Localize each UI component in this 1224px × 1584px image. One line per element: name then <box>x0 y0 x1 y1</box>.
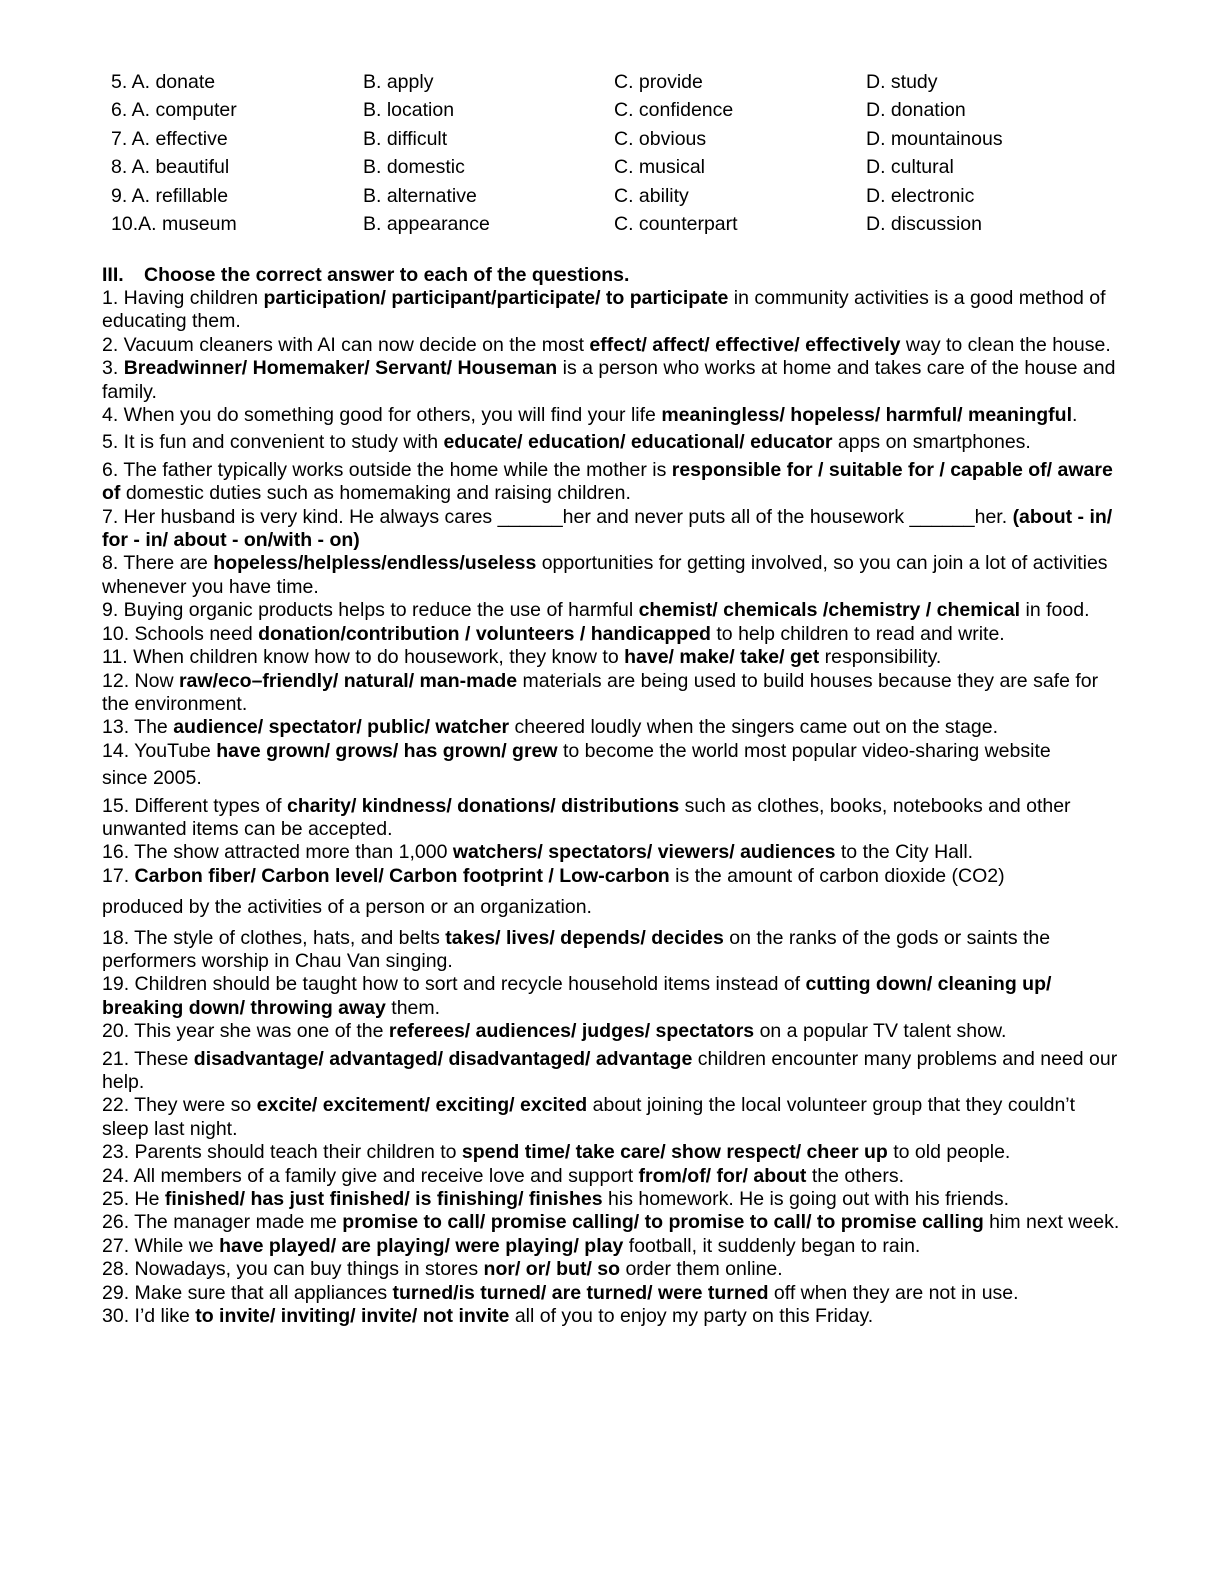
question-item <box>102 357 1122 404</box>
question-item <box>102 1211 1122 1234</box>
question-text: Now <box>129 669 179 692</box>
question-text-end: to help children to read and write. <box>710 622 1005 645</box>
question-number: 15. <box>102 794 130 817</box>
answer-choices: donation/contribution / volunteers / handicapped <box>258 622 711 645</box>
question-text: Schools need <box>129 622 259 645</box>
question-text-end: on the ranks of the gods or saints the performers worship in Chau Van singing. <box>102 926 1051 972</box>
question-text-continued: produced by the activities of a person or an organization. <box>102 896 592 919</box>
question-text: Her husband is very kind. He always cares ______her and never puts all of the housework ______her. <box>118 505 1013 528</box>
option-c: C. confidence <box>614 99 734 122</box>
question-text: Make sure that all appliances <box>129 1281 393 1304</box>
answer-choices: raw/eco–friendly/ natural/ man-made <box>178 669 518 692</box>
answer-choices: chemist/ chemicals /chemistry / chemical <box>638 599 1021 622</box>
question-text-end: all of you to enjoy my party on this Friday. <box>509 1305 874 1328</box>
question-text-end: them. <box>385 996 441 1019</box>
question-number: 21. <box>102 1047 130 1070</box>
question-item <box>102 670 1122 717</box>
answer-choices: (about - in/ for - in/ about - on/with - on) <box>102 505 1113 552</box>
option-c: C. ability <box>614 184 689 207</box>
question-number: 19. <box>102 973 130 996</box>
answer-choices: nor/ or/ but/ so <box>483 1258 621 1281</box>
question-text: YouTube <box>129 739 217 762</box>
question-item <box>102 404 1122 427</box>
question-text-end: materials are being used to build houses because they are safe for the environment. <box>102 669 1099 715</box>
answer-choices: cutting down/ cleaning up/ breaking down/ throwing away <box>102 973 1052 1019</box>
question-text-end: on a popular TV talent show. <box>754 1020 1007 1043</box>
section-heading <box>102 263 629 287</box>
answer-choices: excite/ excitement/ exciting/ excited <box>256 1094 588 1117</box>
question-item <box>102 552 1122 599</box>
answer-choices: promise to call/ promise calling/ to promise to call/ to promise calling <box>342 1211 984 1234</box>
question-number: 12. <box>102 669 130 692</box>
answer-choices: watchers/ spectators/ viewers/ audiences <box>452 841 836 864</box>
section-title: Choose the correct answer to each of the questions. <box>144 264 630 286</box>
question-item <box>102 795 1122 842</box>
question-item <box>102 1188 1122 1211</box>
question-text: I’d like <box>129 1305 196 1328</box>
option-c: C. obvious <box>614 127 707 150</box>
question-text: These <box>129 1047 194 1070</box>
question-item <box>102 973 1122 1020</box>
question-text: Different types of <box>129 794 287 817</box>
answer-choices: disadvantage/ advantaged/ disadvantaged/ advantage <box>193 1047 693 1070</box>
question-item <box>102 599 1122 622</box>
question-number: 18. <box>102 926 130 949</box>
question-item <box>102 841 1122 864</box>
question-text-end: order them online. <box>620 1258 783 1281</box>
question-item <box>102 646 1122 669</box>
question-item <box>102 865 1122 920</box>
question-text-end: about joining the local volunteer group that they couldn’t sleep last night. <box>102 1094 1076 1140</box>
question-text: There are <box>118 552 214 575</box>
question-text: It is fun and convenient to study with <box>118 431 444 454</box>
question-number: 9. <box>102 599 119 622</box>
question-number: 6. <box>102 458 119 481</box>
question-list <box>102 287 1122 1328</box>
answer-choices: effect/ affect/ effective/ effectively <box>589 333 901 356</box>
option-c: C. musical <box>614 156 706 179</box>
question-number: 10. <box>102 622 130 645</box>
question-number: 26. <box>102 1211 130 1234</box>
question-item <box>102 623 1122 646</box>
answer-choices: turned/is turned/ are turned/ were turned <box>392 1281 769 1304</box>
question-item <box>102 459 1122 506</box>
question-text: Children should be taught how to sort and recycle household items instead of <box>129 973 806 996</box>
question-text: The <box>129 716 174 739</box>
question-item <box>102 1048 1122 1095</box>
answer-choices: educate/ education/ educational/ educator <box>443 431 833 454</box>
question-number: 1. <box>102 287 119 309</box>
option-a: 6. A. computer <box>111 99 237 122</box>
question-text: He <box>129 1188 165 1211</box>
section-number: III. <box>102 264 124 286</box>
question-text: All members of a family give and receive love and support <box>129 1164 639 1187</box>
question-number: 28. <box>102 1258 130 1281</box>
answer-choices: charity/ kindness/ donations/ distributions <box>287 794 680 817</box>
question-text: They were so <box>129 1094 257 1117</box>
question-item <box>102 1282 1122 1305</box>
question-text-end: children encounter many problems and need our help. <box>102 1047 1118 1093</box>
question-number: 4. <box>102 404 119 427</box>
question-text-end: apps on smartphones. <box>832 431 1031 454</box>
answer-choices: Carbon fiber/ Carbon level/ Carbon footprint / Low-carbon <box>134 864 670 887</box>
option-a: 7. A. effective <box>111 127 228 150</box>
question-text-end: the others. <box>806 1164 904 1187</box>
option-d: D. donation <box>866 99 966 122</box>
question-number: 13. <box>102 716 130 739</box>
option-d: D. cultural <box>866 156 954 179</box>
question-text: Nowadays, you can buy things in stores <box>129 1258 484 1281</box>
question-number: 22. <box>102 1094 130 1117</box>
question-number: 3. <box>102 357 119 380</box>
question-text-end: opportunities for getting involved, so you can join a lot of activities whenever you have time. <box>102 552 1108 598</box>
option-d: D. mountainous <box>866 127 1003 150</box>
question-text-end: . <box>1072 404 1078 427</box>
option-b: B. alternative <box>363 184 477 207</box>
question-number: 11. <box>102 646 128 669</box>
option-d: D. study <box>866 71 938 93</box>
question-item <box>102 740 1122 791</box>
question-text: When you do something good for others, you will find your life <box>118 404 662 427</box>
answer-choices: finished/ has just finished/ is finishing/ finishes <box>164 1188 603 1211</box>
option-a: 10.A. museum <box>111 212 237 235</box>
question-text: Buying organic products helps to reduce the use of harmful <box>118 599 639 622</box>
question-text: The show attracted more than 1,000 <box>129 841 453 864</box>
answer-choices: meaningless/ hopeless/ harmful/ meaningful <box>661 404 1072 427</box>
question-item <box>102 1165 1122 1188</box>
question-item <box>102 716 1122 739</box>
question-item <box>102 1020 1122 1043</box>
question-text-end: such as clothes, books, notebooks and other unwanted items can be accepted. <box>102 794 1071 840</box>
question-number: 30. <box>102 1305 130 1328</box>
answer-choices: takes/ lives/ depends/ decides <box>445 926 724 949</box>
answer-choices: Breadwinner/ Homemaker/ Servant/ Houseman <box>123 357 558 380</box>
question-text: Parents should teach their children to <box>129 1141 462 1164</box>
question-text-end: responsibility. <box>819 646 942 669</box>
question-item <box>102 334 1122 357</box>
answer-choices: from/of/ for/ about <box>638 1164 807 1187</box>
question-text: Having children <box>118 287 264 309</box>
question-number: 2. <box>102 333 119 356</box>
option-b: B. location <box>363 99 455 122</box>
question-text: When children know how to do housework, they know to <box>127 646 625 669</box>
question-text-end: his homework. He is going out with his friends. <box>602 1188 1010 1211</box>
question-text: The style of clothes, hats, and belts <box>129 926 446 949</box>
question-text-end: him next week. <box>983 1211 1120 1234</box>
question-text-end: to become the world most popular video-sharing website <box>557 739 1051 762</box>
answer-choices: have/ make/ take/ get <box>624 646 820 669</box>
option-d: D. electronic <box>866 184 975 207</box>
answer-choices: audience/ spectator/ public/ watcher <box>173 716 510 739</box>
question-number: 5. <box>102 431 119 454</box>
question-number: 17. <box>102 864 130 887</box>
question-number: 27. <box>102 1234 130 1257</box>
question-text-end: to the City Hall. <box>835 841 974 864</box>
answer-choices: referees/ audiences/ judges/ spectators <box>388 1020 755 1043</box>
question-item <box>102 431 1122 454</box>
question-text-end: way to clean the house. <box>900 333 1111 356</box>
question-text: This year she was one of the <box>129 1020 389 1043</box>
question-number: 14. <box>102 739 130 762</box>
question-item <box>102 1094 1122 1141</box>
answer-choices: have played/ are playing/ were playing/ play <box>219 1234 624 1257</box>
question-item <box>102 1235 1122 1258</box>
question-text-continued: since 2005. <box>102 767 202 790</box>
question-text: Vacuum cleaners with AI can now decide on the most <box>118 333 590 356</box>
option-a: 9. A. refillable <box>111 184 229 207</box>
option-a: 5. A. donate <box>111 71 216 93</box>
question-item <box>102 1305 1122 1328</box>
answer-choices: spend time/ take care/ show respect/ cheer up <box>461 1141 888 1164</box>
question-text-end: is a person who works at home and takes care of the house and family. <box>102 357 1116 403</box>
question-text: The father typically works outside the home while the mother is <box>118 458 672 481</box>
question-text-end: football, it suddenly began to rain. <box>623 1234 921 1257</box>
question-text-end: in community activities is a good method of educating them. <box>102 287 1106 333</box>
question-item <box>102 927 1122 974</box>
answer-choices: to invite/ inviting/ invite/ not invite <box>195 1305 510 1328</box>
question-item <box>102 1141 1122 1164</box>
option-b: B. apply <box>363 71 434 93</box>
question-text-end: domestic duties such as homemaking and raising children. <box>120 482 631 505</box>
option-d: D. discussion <box>866 212 982 235</box>
option-a: 8. A. beautiful <box>111 156 230 179</box>
option-c: C. counterpart <box>614 212 738 235</box>
answer-choices: hopeless/helpless/endless/useless <box>213 552 537 575</box>
question-text-end: to old people. <box>887 1141 1011 1164</box>
question-number: 24. <box>102 1164 130 1187</box>
option-b: B. difficult <box>363 127 448 150</box>
question-number: 23. <box>102 1141 130 1164</box>
question-number: 16. <box>102 841 130 864</box>
question-number: 25. <box>102 1188 130 1211</box>
question-text: The manager made me <box>129 1211 343 1234</box>
question-number: 8. <box>102 552 119 575</box>
answer-choices: have grown/ grows/ has grown/ grew <box>216 739 558 762</box>
question-text-end: off when they are not in use. <box>768 1281 1019 1304</box>
option-b: B. appearance <box>363 212 490 235</box>
question-item <box>102 506 1122 553</box>
question-text-end: is the amount of carbon dioxide (CO2) <box>669 864 1005 887</box>
question-text-end: cheered loudly when the singers came out on the stage. <box>509 716 999 739</box>
answer-choices: responsible for / suitable for / capable of/ aware of <box>102 458 1113 505</box>
option-b: B. domestic <box>363 156 465 179</box>
option-c: C. provide <box>614 71 703 93</box>
question-item <box>102 287 1122 334</box>
answer-choices: participation/ participant/participate/ to participate <box>263 287 729 309</box>
question-number: 7. <box>102 505 119 528</box>
question-number: 20. <box>102 1020 130 1043</box>
question-text: While we <box>129 1234 220 1257</box>
question-text-end: in food. <box>1020 599 1090 622</box>
question-item <box>102 1258 1122 1281</box>
question-number: 29. <box>102 1281 130 1304</box>
